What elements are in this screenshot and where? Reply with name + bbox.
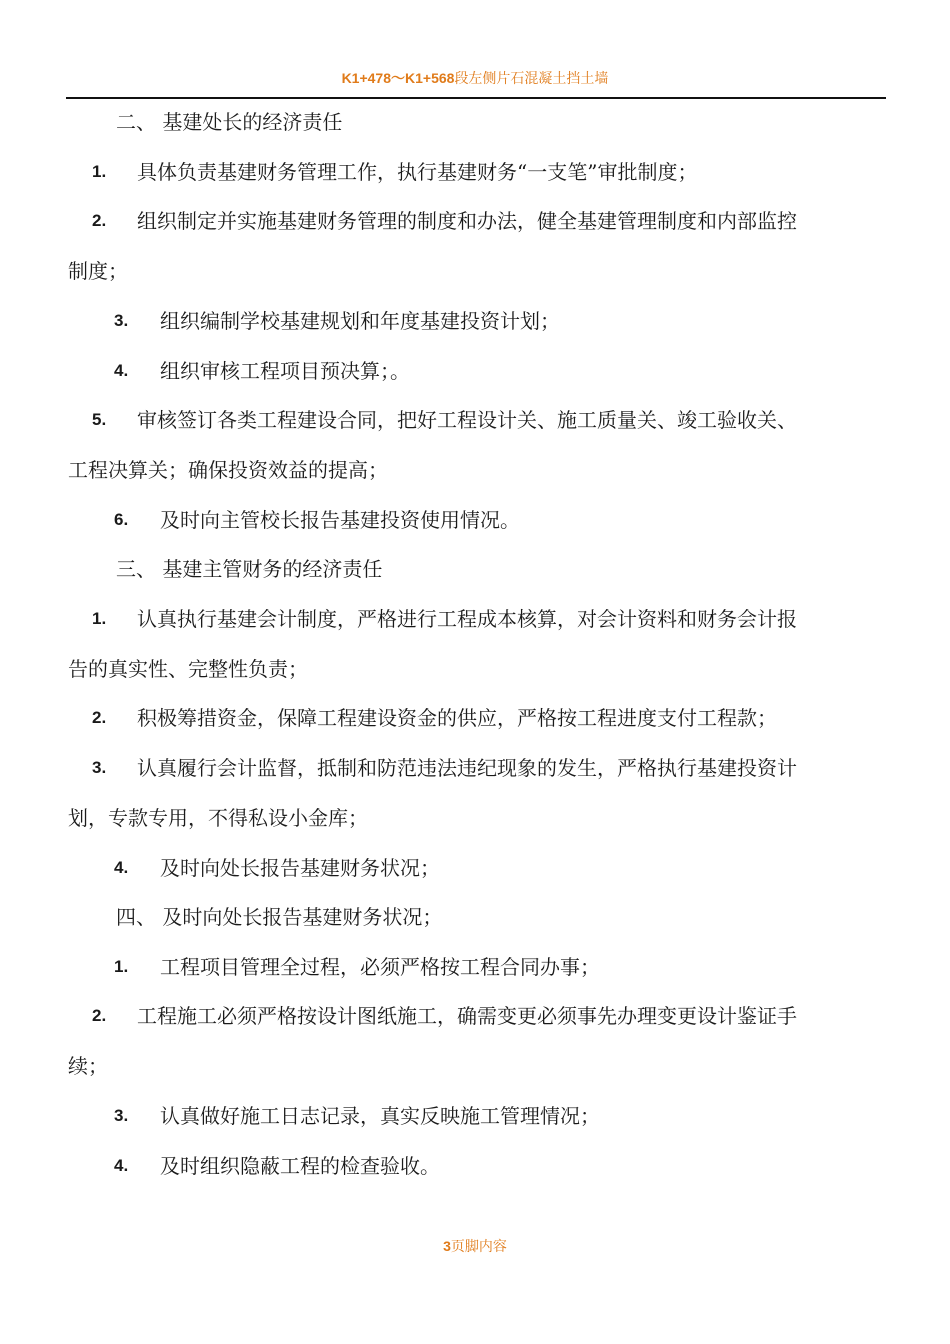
page-footer [0, 1236, 950, 1256]
header-code: K1+478～K1+568 [341, 70, 455, 86]
list-item: 1. 工程项目管理全过程，必须严格按工程合同办事； [114, 955, 600, 979]
section-heading-4: 四、 及时向处长报告基建财务状况； [116, 905, 443, 929]
list-item: 2. 积极筹措资金，保障工程建设资金的供应，严格按工程进度支付工程款； [92, 706, 777, 730]
footer-label: 页脚内容 [450, 1239, 507, 1255]
list-item-continuation: 制度； [68, 259, 128, 283]
list-item: 3. 组织编制学校基建规划和年度基建投资计划； [114, 309, 560, 333]
list-item-continuation: 告的真实性、完整性负责； [68, 657, 308, 681]
page-header [0, 68, 950, 88]
list-item: 1. 具体负责基建财务管理工作，执行基建财务“一支笔”审批制度； [92, 160, 698, 184]
list-item: 6. 及时向主管校长报告基建投资使用情况。 [114, 508, 520, 532]
list-item: 3. 认真履行会计监督，抵制和防范违法违纪现象的发生，严格执行基建投资计 [92, 756, 797, 780]
list-item: 2. 工程施工必须严格按设计图纸施工，确需变更必须事先办理变更设计鉴证手 [92, 1004, 797, 1028]
list-item: 2. 组织制定并实施基建财务管理的制度和办法，健全基建管理制度和内部监控 [92, 209, 797, 233]
list-item: 4. 组织审核工程项目预决算；。 [114, 359, 410, 383]
list-item: 4. 及时组织隐蔽工程的检查验收。 [114, 1154, 440, 1178]
list-item-continuation: 工程决算关；确保投资效益的提高； [68, 458, 388, 482]
list-item: 3. 认真做好施工日志记录，真实反映施工管理情况； [114, 1104, 600, 1128]
list-item-continuation: 划，专款专用，不得私设小金库； [68, 806, 368, 830]
list-item: 4. 及时向处长报告基建财务状况； [114, 856, 440, 880]
list-item: 1. 认真执行基建会计制度，严格进行工程成本核算，对会计资料和财务会计报 [92, 607, 797, 631]
list-item: 5. 审核签订各类工程建设合同，把好工程设计关、施工质量关、竣工验收关、 [92, 408, 797, 432]
header-title: 段左侧片石混凝土挡土墙 [454, 71, 609, 87]
section-heading-2: 二、 基建处长的经济责任 [116, 110, 343, 134]
section-heading-3: 三、 基建主管财务的经济责任 [116, 557, 383, 581]
page-number: 3 [443, 1238, 451, 1254]
list-item-continuation: 续； [68, 1054, 108, 1078]
header-rule [66, 97, 886, 99]
